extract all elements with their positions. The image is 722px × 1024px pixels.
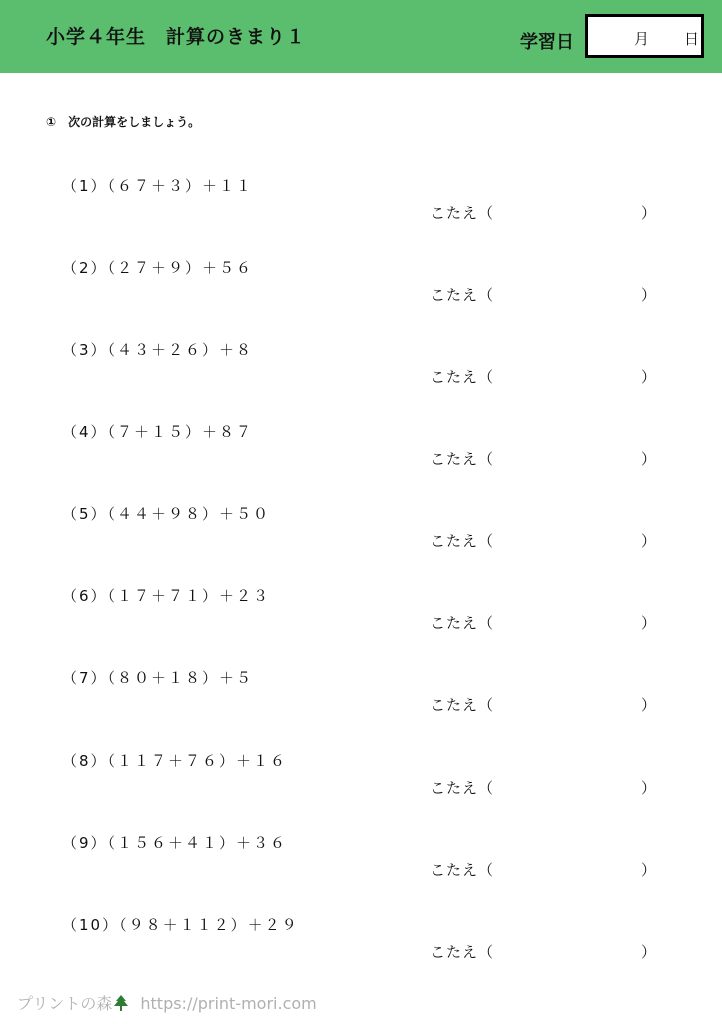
answer-close-paren: ）: [640, 450, 656, 468]
answer-label: こたえ（: [430, 696, 495, 714]
answer-close-paren: ）: [640, 368, 656, 386]
answer-label: こたえ（: [430, 450, 495, 468]
date-label: 学習日: [520, 32, 574, 53]
month-label: 月: [634, 30, 650, 48]
answer-label: こたえ（: [430, 286, 495, 304]
answer-8: [430, 777, 660, 797]
answer-close-paren: ）: [640, 696, 656, 714]
answer-7: [430, 694, 660, 714]
answer-close-paren: ）: [640, 614, 656, 632]
problem-4: （4）（７＋１５）＋８７: [62, 423, 254, 441]
problem-2: （2）（２７＋９）＋５６: [62, 259, 254, 277]
problem-1: （1）（６７＋３）＋１１: [62, 177, 254, 195]
problem-3: （3）（４３＋２６）＋８: [62, 341, 254, 359]
answer-close-paren: ）: [640, 532, 656, 550]
page-title: 小学４年生 計算のきまり１: [46, 26, 307, 48]
answer-label: こたえ（: [430, 368, 495, 386]
answer-label: こたえ（: [430, 532, 495, 550]
instruction: ① 次の計算をしましょう。: [46, 115, 201, 129]
problem-7: （7）（８０＋１８）＋５: [62, 669, 254, 687]
header-bar: [0, 0, 722, 73]
footer: [17, 991, 317, 1014]
answer-close-paren: ）: [640, 861, 656, 879]
footer-url: https://print-mori.com: [140, 994, 317, 1013]
answer-10: [430, 941, 660, 961]
tree-icon: [114, 995, 128, 1011]
problem-6: （6）（１７＋７１）＋２３: [62, 587, 271, 605]
answer-close-paren: ）: [640, 286, 656, 304]
answer-label: こたえ（: [430, 779, 495, 797]
problem-10: （10）（９８＋１１２）＋２９: [62, 916, 299, 934]
answer-label: こたえ（: [430, 614, 495, 632]
answer-close-paren: ）: [640, 204, 656, 222]
answer-close-paren: ）: [640, 779, 656, 797]
answer-close-paren: ）: [640, 943, 656, 961]
answer-label: こたえ（: [430, 861, 495, 879]
answer-3: [430, 366, 660, 386]
answer-1: [430, 202, 660, 222]
answer-label: こたえ（: [430, 943, 495, 961]
answer-2: [430, 284, 660, 304]
problem-8: （8）（１１７＋７６）＋１６: [62, 752, 288, 770]
answer-label: こたえ（: [430, 204, 495, 222]
problem-5: （5）（４４＋９８）＋５０: [62, 505, 271, 523]
problem-9: （9）（１５６＋４１）＋３６: [62, 834, 288, 852]
answer-5: [430, 530, 660, 550]
footer-brand: プリントの森: [17, 994, 113, 1013]
answer-6: [430, 612, 660, 632]
answer-4: [430, 448, 660, 468]
date-box: [585, 14, 704, 58]
answer-9: [430, 859, 660, 879]
day-label: 日: [684, 30, 700, 48]
